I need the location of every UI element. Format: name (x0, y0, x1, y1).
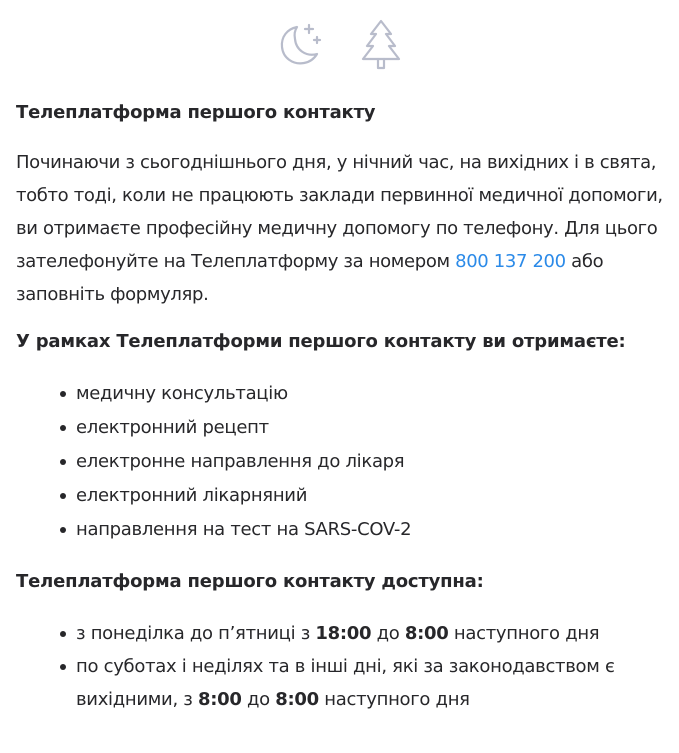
list-item: електронний лікарняний (16, 479, 666, 513)
intro-text-before: Починаючи з сьогоднішнього дня, у нічний час, на вихідних і в свята, тобто тоді, коли не працюють заклади первинної медичної допомоги, ви отримаєте професійну медичну допомогу по телефону. Для цього зателефонуйте на Телеплатформу за номером (16, 152, 663, 272)
list-item-weekdays (16, 617, 666, 650)
weekdays-middle: до (371, 623, 405, 644)
list-item-weekends (16, 650, 666, 716)
intro-text-after: або заповніть формуляр. (16, 251, 604, 305)
availability-heading: Телеплатформа першого контакту доступна: (16, 571, 484, 592)
weekdays-from-time: 18:00 (315, 623, 372, 644)
list-item: електронний рецепт (16, 411, 666, 445)
weekdays-suffix: наступного дня (448, 623, 600, 644)
phone-link[interactable]: 800 137 200 (455, 251, 566, 272)
intro-paragraph (16, 146, 666, 311)
list-item: електронне направлення до лікаря (16, 445, 666, 479)
weekdays-to-time: 8:00 (404, 623, 449, 644)
header-icons (0, 16, 679, 72)
weekends-prefix: по суботах і неділях та в інші дні, які за законодавством є вихідними, з (76, 656, 615, 710)
weekends-middle: до (241, 689, 276, 710)
page-title: Телеплатформа першого контакту (16, 102, 376, 123)
list-item: направлення на тест на SARS-COV-2 (16, 513, 666, 547)
weekdays-prefix: з понеділка до п’ятниці з (76, 623, 316, 644)
list-item: медичну консультацію (16, 377, 666, 411)
weekends-suffix: наступного дня (318, 689, 470, 710)
availability-list (16, 617, 666, 716)
main-content (16, 100, 666, 716)
weekends-to-time: 8:00 (275, 689, 319, 710)
services-list (16, 377, 666, 547)
weekends-from-time: 8:00 (198, 689, 242, 710)
moon-stars-icon[interactable] (273, 17, 325, 71)
services-heading: У рамках Телеплатформи першого контакту ви отримаєте: (16, 331, 626, 352)
christmas-tree-icon[interactable] (355, 17, 407, 71)
